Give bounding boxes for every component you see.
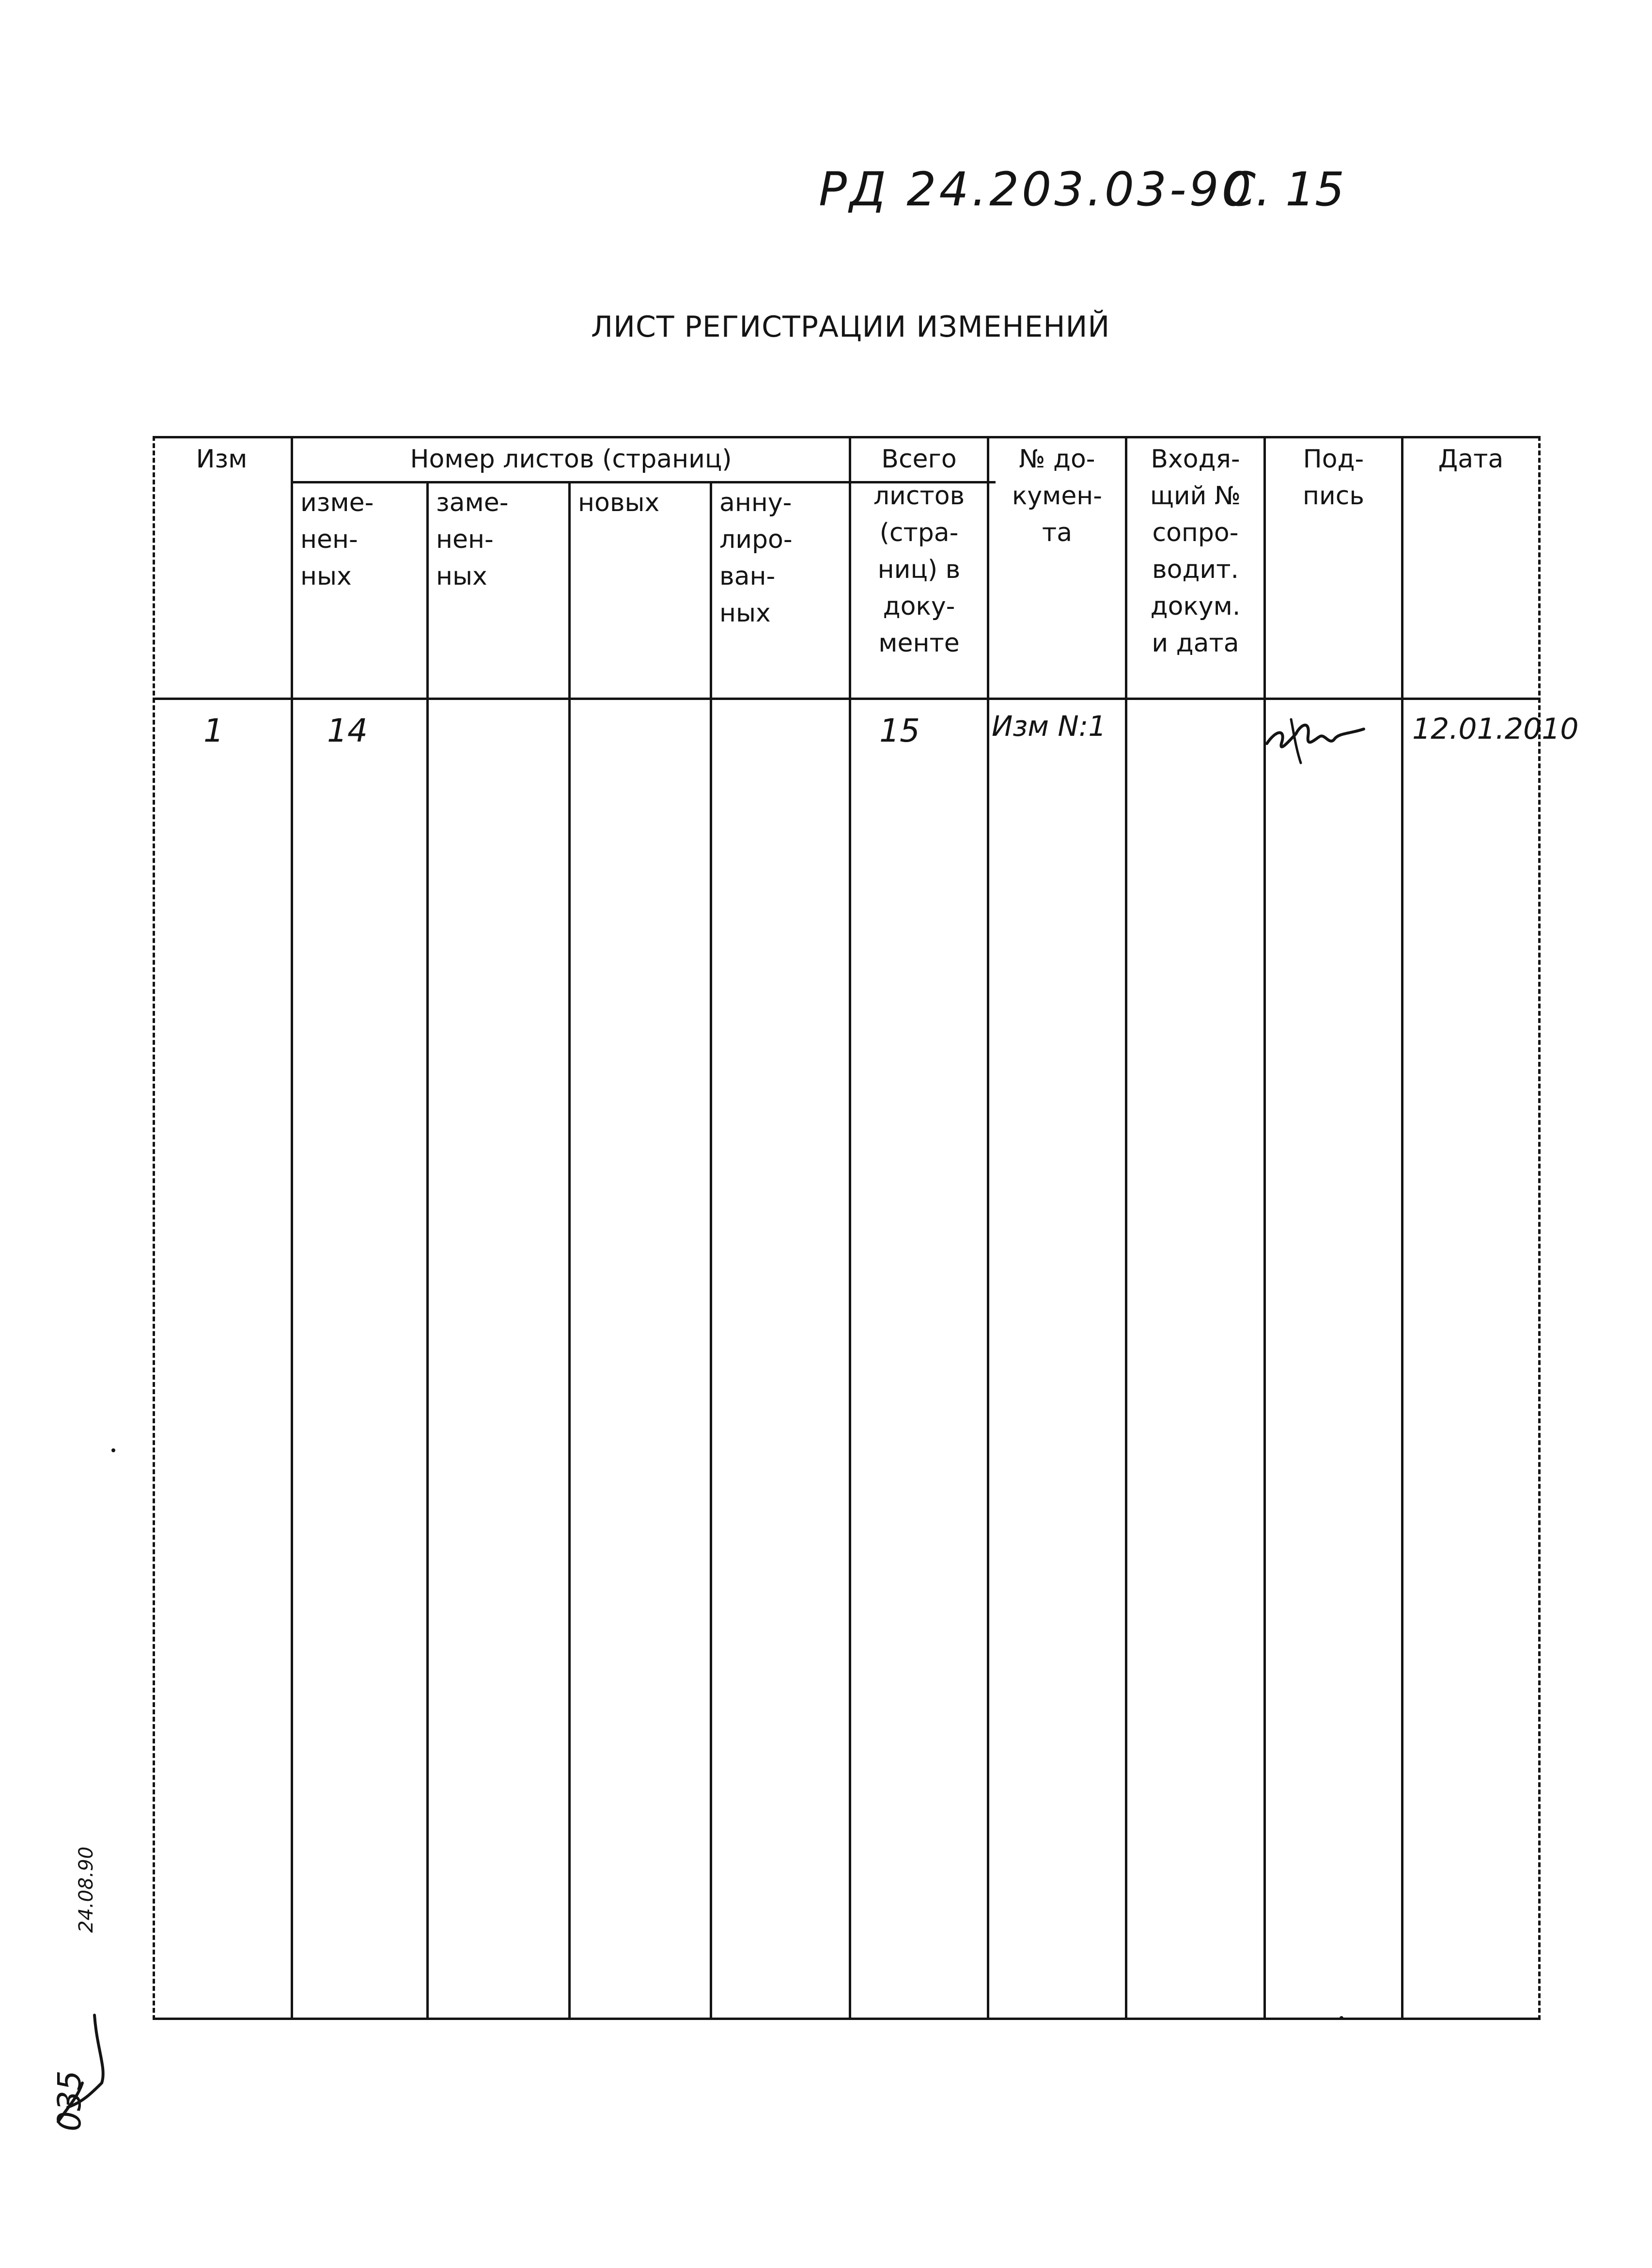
column-divider bbox=[568, 481, 571, 2020]
table-left-border bbox=[153, 436, 155, 2020]
column-header-changed: изме- нен- ных bbox=[300, 488, 374, 591]
column-divider bbox=[987, 436, 989, 2020]
column-divider bbox=[710, 481, 712, 2020]
column-header-new: новых bbox=[578, 488, 660, 517]
cell-changed-sheets: 14 bbox=[327, 712, 368, 749]
column-divider bbox=[291, 436, 293, 2020]
column-header-signature: Под- пись bbox=[1302, 445, 1365, 511]
table-bottom-border bbox=[153, 2018, 1541, 2020]
column-header-annulled: анну- лиро- ван- ных bbox=[719, 488, 793, 628]
stray-mark bbox=[1340, 2016, 1343, 2020]
column-divider bbox=[849, 436, 851, 2020]
cell-document-number: Изм N:1 bbox=[992, 710, 1107, 743]
column-divider bbox=[1263, 436, 1266, 2020]
column-header-date: Дата bbox=[1438, 445, 1504, 474]
column-header-incoming-document: Входя- щий № сопро- водит. докум. и дата bbox=[1150, 445, 1241, 658]
column-header-document-number: № до- кумен- та bbox=[1012, 445, 1103, 547]
change-registration-table bbox=[153, 436, 1579, 2020]
margin-note: 035 bbox=[51, 2070, 88, 2131]
column-group-header-sheet-numbers: Номер листов (страниц) bbox=[410, 445, 732, 474]
header-bottom-border bbox=[153, 698, 1541, 700]
cell-date: 12.01.2010 bbox=[1412, 712, 1579, 746]
column-header-replaced: заме- нен- ных bbox=[436, 488, 509, 591]
column-divider bbox=[1401, 436, 1403, 2020]
page-title: ЛИСТ РЕГИСТРАЦИИ ИЗМЕНЕНИЙ bbox=[591, 310, 1110, 344]
cell-izm: 1 bbox=[203, 712, 224, 749]
handwritten-signature-icon bbox=[1262, 710, 1369, 768]
margin-date: 24.08.90 bbox=[75, 1846, 97, 1933]
table-top-border bbox=[153, 436, 1541, 438]
column-divider bbox=[426, 481, 429, 2020]
document-code: РД 24.203.03-90 bbox=[819, 162, 1254, 217]
column-header-total-sheets: Всего листов (стра- ниц) в доку- менте bbox=[873, 445, 965, 658]
page-number: С. 15 bbox=[1223, 162, 1345, 217]
table-right-border bbox=[1538, 436, 1541, 2020]
column-header-izm: Изм bbox=[196, 445, 248, 474]
cell-total-sheets: 15 bbox=[879, 712, 920, 749]
stray-mark bbox=[111, 1448, 115, 1452]
column-divider bbox=[1125, 436, 1127, 2020]
